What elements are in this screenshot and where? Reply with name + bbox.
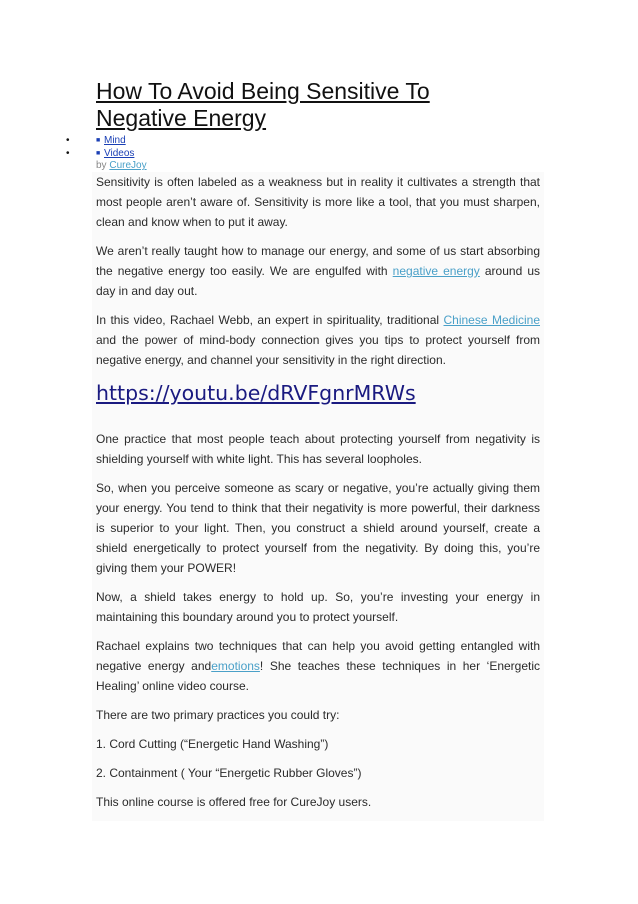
paragraph-6: Now, a shield takes energy to hold up. So, you’re investing your energy in maintaining this boundary around you to protect yourself. [96,590,540,624]
tag-list [0,134,638,160]
author-link[interactable]: CureJoy [109,160,147,171]
paragraph-4: One practice that most people teach about protecting yourself from negativity is shielding yourself with white light. This has several loopholes. [96,432,540,466]
tag-item-videos [0,147,638,160]
square-icon: ■ [96,150,101,157]
paragraph-5: So, when you perceive someone as scary or negative, you’re actually giving them your energy. You tend to think that their negativity is more powerful, their darkness is superior to your light. Then, you construct a shield around yourself, create a shield energetically to protect yourself from the negativity. By doing this, you’re giving them your POWER! [96,481,540,575]
spacer [96,417,540,429]
square-icon: ■ [96,137,101,144]
article-body [92,172,544,821]
byline-prefix: by [96,160,110,171]
paragraph-3 [96,310,540,370]
article-title: How To Avoid Being Sensitive To Negative Energy [96,78,430,131]
paragraph-7-text-b: ! She teaches these techniques in her ‘Energetic Healing’ online video course. [96,659,541,693]
emotions-link[interactable]: emotions [211,659,260,673]
paragraph-7-text-a: Rachael explains two techniques that can help you avoid getting entangled with negative energy and [96,639,540,673]
bullet-icon: • [66,135,70,146]
bullet-icon: • [66,148,70,159]
paragraph-3-text-b: and the power of mind-body connection gives you tips to protect yourself from negative energy, and channel your sensitivity in the right direction. [96,333,540,367]
negative-energy-link[interactable]: negative energy [392,264,480,278]
paragraph-7 [96,636,540,696]
video-url-link[interactable]: https://youtu.be/dRVFgnrMRWs [96,381,416,405]
paragraph-2-text-a: We aren’t really taught how to manage our energy, and some of us start absorbing the negative energy too easily. We are engulfed with [96,244,540,278]
byline [96,160,147,171]
tag-link-videos[interactable]: Videos [104,148,135,159]
paragraph-8: There are two primary practices you could try: [96,708,340,722]
paragraph-10: 2. Containment ( Your “Energetic Rubber Gloves”) [96,766,362,780]
chinese-medicine-link[interactable]: Chinese Medicine [443,313,540,327]
paragraph-9: 1. Cord Cutting (“Energetic Hand Washing”) [96,737,329,751]
paragraph-2-text-b: around us day in and day out. [96,264,540,298]
paragraph-3-text-a: In this video, Rachael Webb, an expert in spirituality, traditional [96,313,444,327]
tag-link-mind[interactable]: Mind [104,135,126,146]
tag-item-mind [0,134,638,147]
paragraph-2 [96,241,540,301]
paragraph-1: Sensitivity is often labeled as a weakness but in reality it cultivates a strength that most people aren’t aware of. Sensitivity is more like a tool, that you must sharpen, clean and know when to put it away. [96,175,540,229]
paragraph-11: This online course is offered free for CureJoy users. [96,795,372,809]
